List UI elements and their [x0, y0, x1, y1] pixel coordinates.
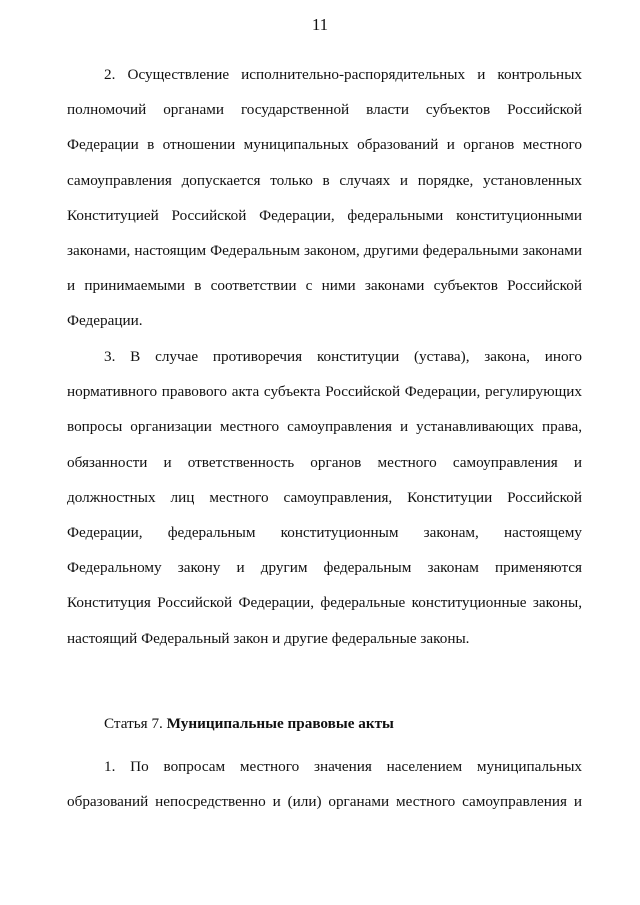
article-heading: [104, 706, 394, 741]
article-label: Статья 7.: [104, 715, 163, 732]
paragraph-2: 2. Осуществление исполнительно-распорядительных и контрольных полномочий органами государственной власти субъектов Российской Федерации в отношении муниципальных образований и органов местного самоуправления допускается только в случаях и порядке, установленных Конституцией Российской Федерации, федеральными конституционными законами, настоящим Федеральным законом, другими федеральными законами и принимаемыми в соответствии с ними законами субъектов Российской Федерации.: [67, 66, 582, 330]
article-paragraph-1: 1. По вопросам местного значения населением муниципальных образований непосредственно и (или) органами местного самоуправления и: [67, 758, 582, 811]
paragraph-3: 3. В случае противоречия конституции (устава), закона, иного нормативного правового акта субъекта Российской Федерации, регулирующих вопросы организации местного самоуправления и устанавливающих права, обязанности и ответственность органов местного самоуправления и должностных лиц местного самоуправления, Конституции Российской Федерации, федеральным конституционным законам, настоящему Федеральному закону и другим федеральным законам применяются Конституция Российской Федерации, федеральные конституционные законы, настоящий Федеральный закон и другие федеральные законы.: [67, 348, 582, 647]
page-number: 11: [311, 15, 329, 34]
article-title: Муниципальные правовые акты: [166, 715, 394, 732]
